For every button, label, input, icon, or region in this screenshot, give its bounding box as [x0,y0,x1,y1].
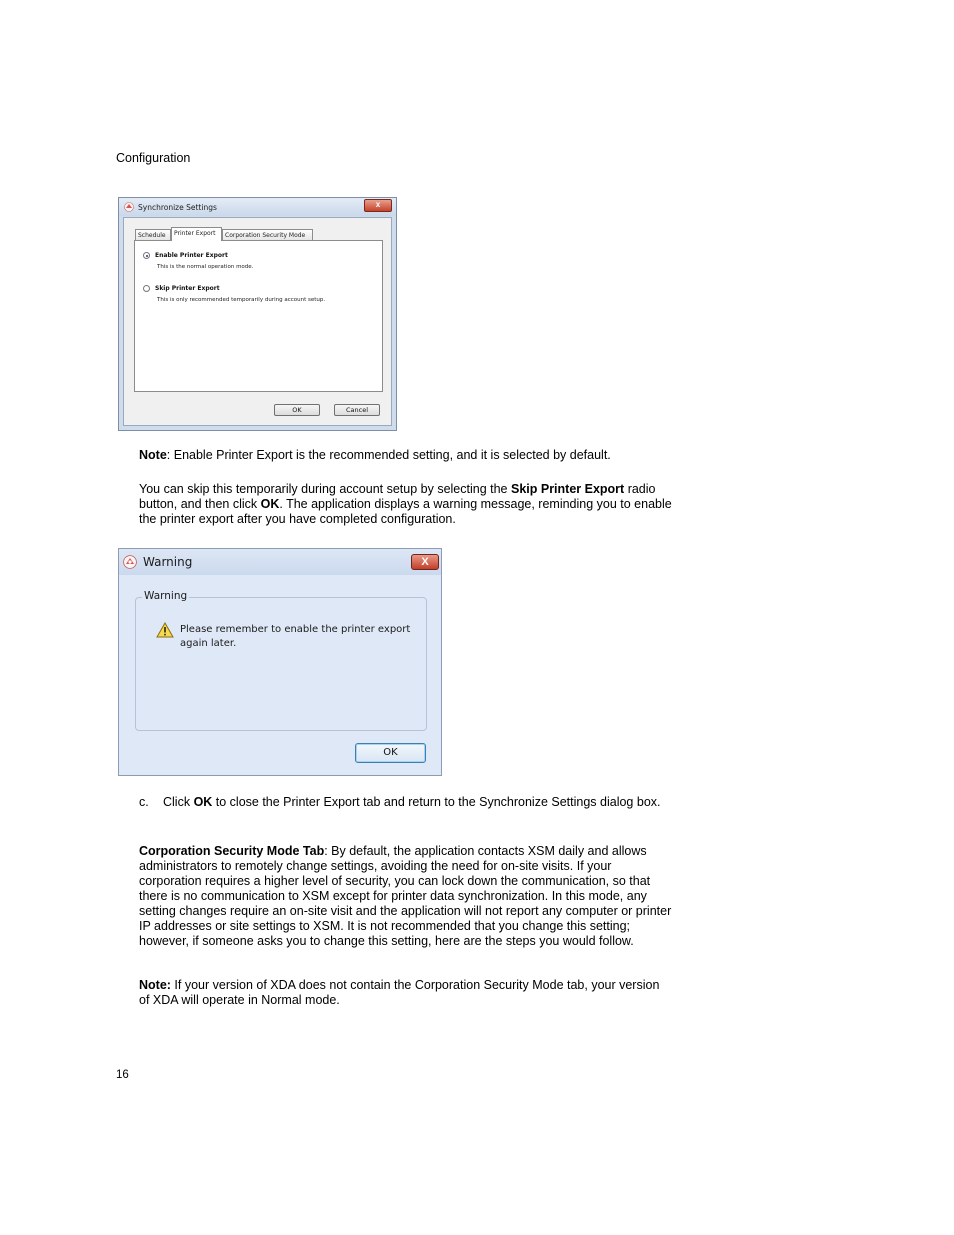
close-button[interactable]: X [411,554,439,570]
app-icon [124,202,134,212]
skip-bold-1: Skip Printer Export [510,482,625,496]
warning-dialog [118,548,442,776]
tab-corporation-security-mode[interactable]: Corporation Security Mode [222,229,313,240]
dialog-title: Warning [143,555,193,569]
dialog-title: Synchronize Settings [138,203,217,212]
enable-printer-export-radio[interactable] [143,252,150,259]
skip-text-2: radio button, and then click [139,482,656,511]
tab-printer-export[interactable]: Printer Export [171,227,222,241]
skip-paragraph [139,482,674,527]
step-c-marker: c. [139,795,149,809]
note-bold: Note [139,448,167,462]
warning-message: Please remember to enable the printer export again later. [180,624,411,649]
skip-bold-2: OK [260,497,280,511]
enable-printer-export-label: Enable Printer Export [155,252,228,259]
note-text: : Enable Printer Export is the recommended setting, and it is selected by default. [166,448,611,462]
printer-export-panel [134,240,383,392]
close-button[interactable]: x [364,199,392,212]
note-paragraph [139,448,679,463]
xda-note-paragraph [139,978,669,1008]
ok-button[interactable]: OK [355,743,426,763]
cancel-button[interactable]: Cancel [334,404,380,416]
dialog-client-area [123,217,392,426]
warning-groupbox [135,590,427,731]
step-c-text [163,795,663,810]
corp-text: : By default, the application contacts XSM daily and allows administrators to remotely change settings, avoiding the need for on-site visits. If your corporation requires a higher level of security, you can lock down the communication, so that there is no communication to XSM except for printer data synchronization. In this mode, any setting changes require an on-site visit and the application will not report any computer or printer IP addresses or site settings to XSM. It is not recommended that you change this setting; however, if someone asks you to change this setting, here are the steps you would follow. [139,844,672,948]
dialog-titlebar [119,549,441,575]
warning-triangle-icon [156,622,174,638]
corp-bold: Corporation Security Mode Tab [139,844,325,858]
enable-printer-export-desc: This is the normal operation mode. [157,264,254,270]
synchronize-settings-dialog [118,197,397,431]
corporation-security-paragraph [139,844,674,949]
skip-printer-export-label: Skip Printer Export [155,285,220,292]
skip-text-1: You can skip this temporarily during account setup by selecting the [139,482,511,496]
group-label: Warning [144,590,188,602]
skip-printer-export-radio[interactable] [143,285,150,292]
dialog-titlebar [119,198,396,216]
tab-schedule[interactable]: Schedule [135,229,171,240]
section-header: Configuration [116,151,191,165]
step-c-text-2: to close the Printer Export tab and return to the Synchronize Settings dialog box. [212,795,661,809]
xda-note-text: If your version of XDA does not contain the Corporation Security Mode tab, your version of XDA will operate in Normal mode. [139,978,660,1007]
step-c-text-1: Click [163,795,194,809]
ok-button[interactable]: OK [274,404,320,416]
step-c-bold: OK [193,795,213,809]
app-icon [123,555,137,569]
skip-printer-export-desc: This is only recommended temporarily during account setup. [157,297,326,303]
xda-note-bold: Note: [139,978,171,992]
skip-text-3: . The application displays a warning message, reminding you to enable the printer export after you have completed configuration. [139,497,672,526]
page-number: 16 [116,1069,129,1081]
